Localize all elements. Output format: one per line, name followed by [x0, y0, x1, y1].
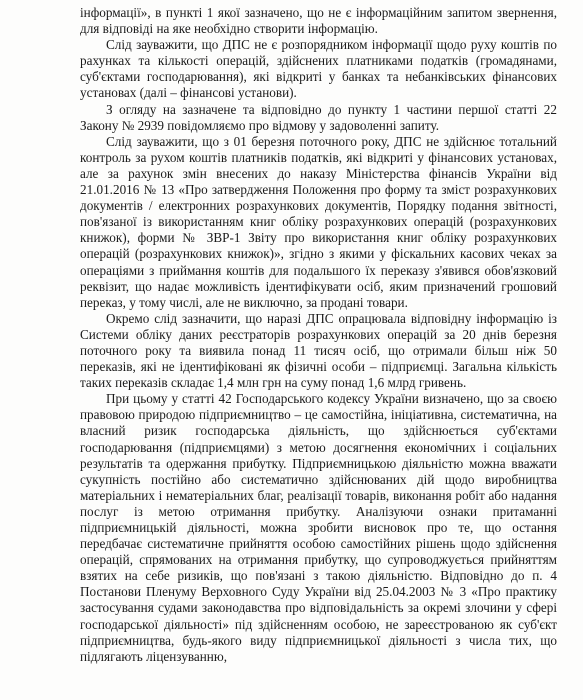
paragraph-commercial-code: При цьому у статті 42 Господарського кодексу України визначено, що за своєю правовою природою підприємництво – це самостійна, ініціативна, систематична, на власний ризик господарська діяльність, що здійснюється суб'єктами господарювання (підприємцями) з метою досягнення економічних і соціальних результатів та одержання прибутку. Підприємницькою діяльністю можна вважати сукупність постійно або систематично здійснюваних дій щодо виробництва матеріальних і нематеріальних благ, реалізації товарів, виконання робіт або надання послуг із метою отримання прибутку. Аналізуючи ознаки притаманні підприємницькій діяльності, можна зробити висновок про те, що остання передбачає систематичне прийняття особою самостійних рішень щодо здійснення операцій, спрямованих на отримання прибутку, що супроводжується прийняттям взятих на себе ризиків, що пов'язані з такою діяльністю. Відповідно до п. 4 Постанови Пленуму Верховного Суду України від 25.04.2003 № 3 «Про практику застосування судами законодавства про відповідальність за окремі злочини у сфері господарської діяльності» під здійсненням особою, не зареєстрованою як суб'єкт підприємництва, будь-якого виду підприємницької діяльності з числа тих, що підлягають ліцензуванню, [80, 391, 557, 664]
paragraph-march-changes: Слід зауважити, що з 01 березня поточного року, ДПС не здійснює тотальний контроль за рухом коштів платників податків, які відкриті у фінансових установах, але за рахунок змін внесених до наказу Міністерства фінансів України від 21.01.2016 № 13 «Про затвердження Положення про форму та зміст розрахункових документів / електронних розрахункових документів, Порядку подання звітності, пов'язаної із використанням книг обліку розрахункових операцій (розрахункових книжок), форми № ЗВР-1 Звіту про використання книг обліку розрахункових операцій (розрахункових книжок)», згідно з якими у фіскальних касових чеках за операціями з приймання коштів для подальшого їх переказу з'явився обов'язковий реквізит, що надає можливість ідентифікувати осіб, яким призначений грошовий переказ, у тому числі, але не виключно, за продані товари. [80, 133, 557, 310]
paragraph-refusal: З огляду на зазначене та відповідно до пункту 1 частини першої статті 22 Закону № 2939 повідомляємо про відмову у задоволенні запиту. [80, 101, 557, 133]
paragraph-dps-not-owner: Слід зауважити, що ДПС не є розпорядником інформації щодо руху коштів по рахунках та кількості операцій, здійснених платниками податків (громадянами, суб'єктами господарювання), які відкриті у банках та небанківських фінансових установах (далі – фінансові установи). [80, 37, 557, 101]
paragraph-transfers-analysis: Окремо слід зазначити, що наразі ДПС опрацювала відповідну інформацію із Системи обліку даних реєстраторів розрахункових операцій за 20 днів березня поточного року та виявила понад 11 тисяч осіб, що отримали більш ніж 50 переказів, які не ідентифіковані як фізичні особи – підприємці. Загальна кількість таких переказів складає 1,4 млн грн на суму понад 1,6 млрд гривень. [80, 310, 557, 391]
paragraph-continuation: інформації», в пункті 1 якої зазначено, що не є інформаційним запитом звернення, для відповіді на яке необхідно створити інформацію. [80, 5, 557, 37]
